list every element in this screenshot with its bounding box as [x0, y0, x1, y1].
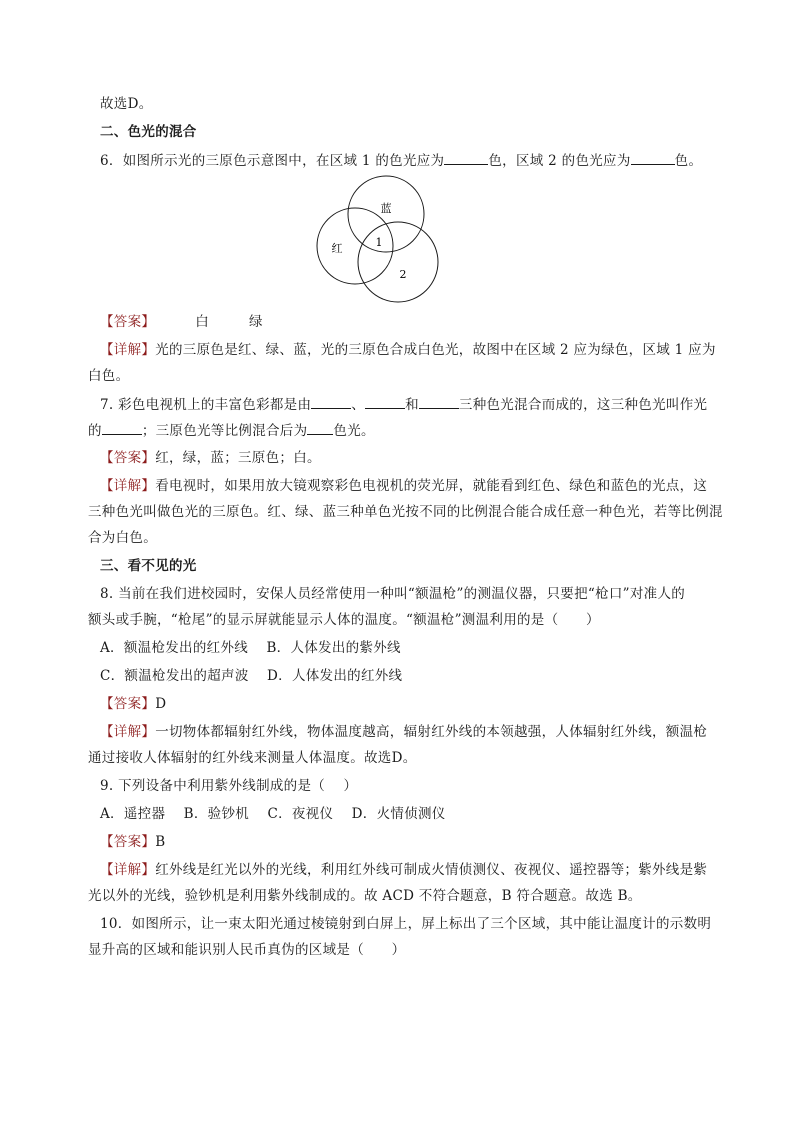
- detail-9-line-2: 光以外的光线，验钞机是利用紫外线制成的。故 ACD 不符合题意，B 符合题意。故选 B。: [88, 888, 642, 904]
- question-8-line-1: 8. 当前在我们进校园时，安保人员经常使用一种叫“额温枪”的测温仪器，只要把“枪口”对准人的: [100, 586, 686, 602]
- question-7-text-d: ；三原色光等比例混合后为: [141, 423, 308, 439]
- question-6-text-a: 6．如图所示光的三原色示意图中，在区域 1 的色光应为: [100, 153, 445, 169]
- three-primary-colors-figure: [310, 172, 450, 304]
- question-9: 9. 下列设备中利用紫外线制成的是（ ）: [100, 778, 358, 794]
- detail-tag: 【详解】: [100, 478, 156, 494]
- answer-8-value: D: [155, 696, 167, 712]
- answer-9-value: B: [155, 834, 166, 850]
- answer-tag: 【答案】: [100, 834, 156, 850]
- answer-tag: 【答案】: [100, 314, 156, 330]
- detail-7-line-3: 合为白色。: [88, 530, 157, 546]
- answer-blank: [311, 394, 351, 409]
- question-8-options-ab: A．额温枪发出的红外线 B．人体发出的紫外线: [100, 640, 401, 656]
- answer-6: [100, 312, 263, 332]
- label-blue: 蓝: [380, 202, 392, 215]
- detail-text: 一切物体都辐射红外线，物体温度越高，辐射红外线的本领越强，人体辐射红外线，额温枪: [155, 724, 708, 740]
- answer-blank: [419, 394, 459, 409]
- question-7-line-1: [100, 394, 707, 415]
- label-red: 红: [331, 242, 343, 255]
- answer-blank: [365, 394, 405, 409]
- question-9-options: A．遥控器 B．验钞机 C．夜视仪 D．火情侦测仪: [100, 806, 446, 822]
- answer-6-value-1: 白: [195, 314, 210, 330]
- answer-9: [100, 832, 165, 852]
- answer-blank: [631, 150, 675, 165]
- question-6-text-c: 色。: [674, 153, 703, 169]
- detail-text: 光的三原色是红、绿、蓝，光的三原色合成白色光，故图中在区域 2 应为绿色，区域 1 应为: [155, 342, 716, 358]
- detail-7-line-1: [100, 476, 707, 496]
- answer-tag: 【答案】: [100, 450, 156, 466]
- detail-6-line-1: [100, 340, 716, 360]
- detail-tag: 【详解】: [100, 724, 156, 740]
- question-6: [100, 150, 702, 171]
- detail-8-line-2: 通过接收人体辐射的红外线来测量人体温度。故选D。: [88, 750, 417, 766]
- question-10-line-2: 显升高的区域和能识别人民币真伪的区域是（ ）: [88, 942, 406, 958]
- question-7-text-e: 色光。: [333, 423, 375, 439]
- question-6-text-b: 色，区域 2 的色光应为: [488, 153, 631, 169]
- separator: 、: [351, 397, 366, 413]
- question-8-options-cd: C．额温枪发出的超声波 D．人体发出的红外线: [100, 668, 403, 684]
- answer-6-value-2: 绿: [249, 314, 263, 330]
- answer-7-value: 红，绿，蓝；三原色；白。: [155, 450, 321, 466]
- label-region-2: 2: [399, 268, 407, 281]
- circle-green: [358, 222, 438, 302]
- question-10-line-1: 10．如图所示，让一束太阳光通过棱镜射到白屏上，屏上标出了三个区域，其中能让温度计的示数明: [100, 916, 712, 932]
- question-7-text-a: 7. 彩色电视机上的丰富色彩都是由: [100, 397, 312, 413]
- detail-8-line-1: [100, 722, 707, 742]
- question-7-line-2: [88, 420, 375, 441]
- detail-text: 看电视时，如果用放大镜观察彩色电视机的荧光屏，就能看到红色、绿色和蓝色的光点，这: [155, 478, 708, 494]
- answer-blank: [102, 420, 142, 435]
- answer-7: [100, 448, 321, 468]
- question-7-text-b: 三种色光混合而成的，这三种色光叫作光: [458, 397, 708, 413]
- detail-text: 红外线是红光以外的光线，利用红外线可制成火情侦测仪、夜视仪、遥控器等；紫外线是紫: [155, 862, 708, 878]
- detail-tag: 【详解】: [100, 862, 156, 878]
- text-line: 故选D。: [100, 96, 153, 112]
- detail-6-line-2: 白色。: [88, 368, 130, 384]
- answer-8: [100, 694, 166, 714]
- detail-tag: 【详解】: [100, 342, 156, 358]
- section-heading-2: 二、色光的混合: [100, 124, 197, 140]
- answer-tag: 【答案】: [100, 696, 156, 712]
- separator: 和: [405, 397, 419, 413]
- answer-blank: [444, 150, 488, 165]
- question-8-line-2: 额头或手腕，“枪尾”的显示屏就能显示人体的温度。“额温枪”测温利用的是（ ）: [88, 612, 600, 628]
- answer-blank: [307, 420, 333, 435]
- detail-9-line-1: [100, 860, 707, 880]
- label-region-1: 1: [375, 236, 383, 249]
- detail-7-line-2: 三种色光叫做色光的三原色。红、绿、蓝三种单色光按不同的比例混合能合成任意一种色光，若等比例混: [88, 504, 723, 520]
- section-heading-3: 三、看不见的光: [100, 558, 197, 574]
- question-7-text-c: 的: [88, 423, 102, 439]
